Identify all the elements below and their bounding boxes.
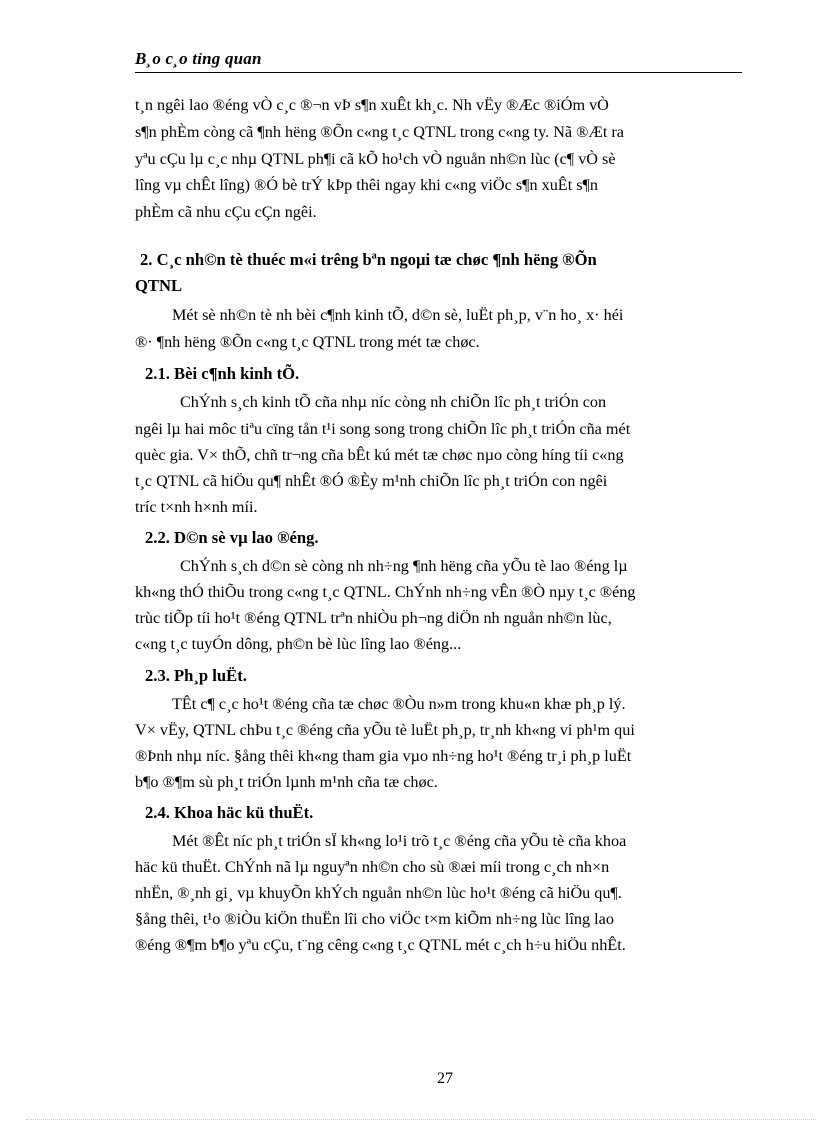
body-line: tríc t×nh h×nh míi. [135, 498, 258, 516]
body-line: lîng vµ chÊt lîng) ®Ó bè trÝ kÞp thêi ngay khi c«ng viÖc s¶n xuÊt s¶n [135, 176, 598, 194]
subsection-heading: 2.4. Khoa häc kü thuËt. [145, 803, 314, 822]
page-number: 27 [437, 1070, 453, 1087]
body-line: ngêi lµ hai môc tiªu cïng tån t¹i song song trong chiÕn lîc ph¸t triÓn cña mét [135, 420, 631, 438]
body-line: trùc tiÕp tíi ho¹t ®éng QTNL trªn nhiÒu ph¬ng diÖn nh nguån nh©n lùc, [135, 609, 612, 627]
section-heading: QTNL [135, 276, 183, 295]
body-line: V× vËy, QTNL chÞu t¸c ®éng cña yÕu tè luËt ph¸p, tr¸nh kh«ng vi ph¹m qui [135, 721, 635, 739]
subsection-heading: 2.3. Ph¸p luËt. [145, 666, 247, 685]
body-line: c«ng t¸c tuyÓn dông, ph©n bè lùc lîng lao ®éng... [135, 635, 462, 653]
body-line: phÈm cã nhu cÇu cÇn ngêi. [135, 203, 317, 221]
body-line: nhËn, ®¸nh gi¸ vµ khuyÕn khÝch nguån nh©n lùc ho¹t ®éng cã hiÖu qu¶. [135, 884, 622, 902]
header-divider [135, 72, 742, 73]
body-line: t¸c QTNL cã hiÖu qu¶ nhÊt ®Ó ®Èy m¹nh chiÕn lîc ph¸t triÓn con ngêi [135, 472, 608, 490]
body-line: Mét ®Êt níc ph¸t triÓn sÏ kh«ng lo¹i trõ t¸c ®éng cña yÕu tè cña khoa [172, 832, 627, 850]
subsection-heading: 2.1. Bèi c¶nh kinh tÕ. [145, 364, 300, 383]
body-line: s¶n phÈm còng cã ¶nh hëng ®Õn c«ng t¸c QTNL trong c«ng ty. Nã ®Æt ra [135, 123, 624, 141]
body-line: ®éng ®¶m b¶o yªu cÇu, t¨ng cêng c«ng t¸c QTNL mét c¸ch h÷u hiÖu nhÊt. [135, 936, 626, 954]
body-line: §ång thêi, t¹o ®iÒu kiÖn thuËn lîi cho viÖc t×m kiÕm nh÷ng lùc lîng lao [135, 910, 614, 928]
body-line: b¶o ®¶m sù ph¸t triÓn lµnh m¹nh cña tæ chøc. [135, 773, 438, 791]
body-line: ChÝnh s¸ch kinh tÕ cña nhµ níc còng nh chiÕn lîc ph¸t triÓn con [180, 393, 607, 411]
body-line: t¸n ngêi lao ®éng vÒ c¸c ®¬n vÞ s¶n xuÊt kh¸c. Nh vËy ®Æc ®iÓm vÒ [135, 96, 609, 114]
page-header-title: B¸o c¸o tỉng quan [135, 49, 262, 68]
body-line: kh«ng thÓ thiÕu trong c«ng t¸c QTNL. ChÝnh nh÷ng vÊn ®Ò nµy t¸c ®éng [135, 583, 636, 601]
section-heading: 2. C¸c nh©n tè thuéc m«i trêng bªn ngoµi tæ chøc ¶nh hëng ®Õn [140, 250, 597, 269]
body-line: Mét sè nh©n tè nh bèi c¶nh kinh tÕ, d©n sè, luËt ph¸p, v¨n ho¸ x· héi [172, 306, 624, 324]
body-line: ®· ¶nh hëng ®Õn c«ng t¸c QTNL trong mét tæ chøc. [135, 333, 480, 351]
subsection-heading: 2.2. D©n sè vµ lao ®éng. [145, 528, 319, 547]
body-line: quèc gia. V× thÕ, chñ tr¬ng cña bÊt kú mét tæ chøc nµo còng híng tíi c«ng [135, 446, 624, 464]
body-line: ®Þnh nhµ níc. §ång thêi kh«ng tham gia vµo nh÷ng ho¹t ®éng tr¸i ph¸p luËt [135, 747, 632, 765]
page-bottom-divider [26, 1119, 816, 1120]
body-line: ChÝnh s¸ch d©n sè còng nh nh÷ng ¶nh hëng cña yÕu tè lao ®éng lµ [180, 557, 628, 575]
body-line: TÊt c¶ c¸c ho¹t ®éng cña tæ chøc ®Òu n»m trong khu«n khæ ph¸p lý. [172, 695, 626, 713]
body-line: yªu cÇu lµ c¸c nhµ QTNL ph¶i cã kÕ ho¹ch vÒ nguån nh©n lùc (c¶ vÒ sè [135, 150, 616, 168]
body-line: häc kü thuËt. ChÝnh nã lµ nguyªn nh©n cho sù ®æi míi trong c¸ch nh×n [135, 858, 610, 876]
